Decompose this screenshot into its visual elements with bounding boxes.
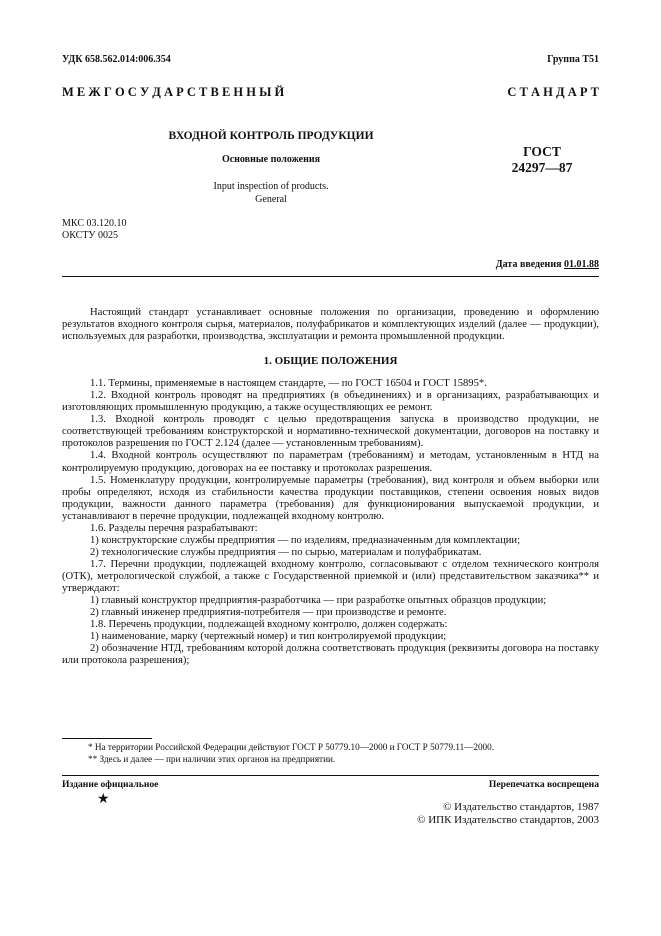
clause-1-8: 1.8. Перечень продукции, подлежащей входному контролю, должен содержать: bbox=[90, 619, 448, 631]
clause-1-5: 1.5. Номенклатуру продукции, контролируемые параметры (требования), вид контроля и объем выборки или пробы определяют, исходя из стабильности качества продукции поставщиков, степени освоения новых видов продукции, важности данного параметра (требования) для функционирования выпускаемой продукции, и устанавливают в перечне продукции, подлежащей входному контролю. bbox=[62, 474, 599, 522]
divider-line bbox=[62, 276, 599, 277]
clause-1-7-item-1: 1) главный конструктор предприятия-разработчика — при разработке опытных образцов продукции; bbox=[90, 595, 547, 607]
footer-divider bbox=[62, 775, 599, 776]
clause-1-7-item-2: 2) главный инженер предприятия-потребителя — при производстве и ремонте. bbox=[90, 607, 447, 619]
gost-number: 24297—87 bbox=[511, 160, 573, 175]
introduction-date bbox=[496, 259, 599, 270]
clause-1-8-item-1: 1) наименование, марку (чертежный номер) и тип контролируемой продукции; bbox=[90, 631, 447, 643]
standard-banner bbox=[62, 85, 599, 100]
gost-label: ГОСТ bbox=[523, 144, 561, 159]
clause-1-6-item-2: 2) технологические службы предприятия — по сырью, материалам и полуфабрикатам. bbox=[90, 546, 482, 558]
copyright-block bbox=[417, 801, 599, 827]
clause-1-8-item-2: 2) обозначение НТД, требованиям которой должна соответствовать продукция (реквизиты договора на поставку или протокола разрешения); bbox=[62, 643, 599, 667]
clause-1-7: 1.7. Перечни продукции, подлежащей входному контролю, согласовывают с отделом технического контроля (ОТК), метрологической службой, а также с Государственной приемкой и (или) представительством заказчика** и утверждают: bbox=[62, 558, 599, 594]
copyright-line-1: © Издательство стандартов, 1987 bbox=[443, 801, 599, 813]
document-body bbox=[62, 307, 599, 667]
clause-1-4: 1.4. Входной контроль осуществляют по параметрам (требованиям) и методам, установленным в НТД на контролируемую продукцию, договорах на ее поставку и протоколах разрешения. bbox=[62, 450, 599, 474]
date-value: 01.01.88 bbox=[564, 259, 599, 270]
clause-1-2: 1.2. Входной контроль проводят на предприятиях (в объединениях) и в организациях, разрабатывающих и изготовляющих промышленную продукцию, а также осуществляющих ее ремонт. bbox=[62, 390, 599, 414]
classification-codes bbox=[62, 218, 126, 242]
udk-code: УДК 658.562.014:006.354 bbox=[62, 54, 171, 65]
english-title-line2: General bbox=[255, 194, 287, 205]
clause-1-3: 1.3. Входной контроль проводят с целью предотвращения запуска в производство продукции, не соответствующей требованиям конструкторской и нормативно-технической документации, договоров на поставку и протоколов разрешения по ГОСТ 2.124 (далее — установленным требованиям). bbox=[62, 414, 599, 450]
group-code: Группа Т51 bbox=[547, 54, 599, 65]
gost-designation bbox=[483, 144, 601, 176]
clause-1-6-item-1: 1) конструкторские службы предприятия — по изделиям, предназначенным для комплектации; bbox=[90, 534, 521, 546]
clause-1-6: 1.6. Разделы перечня разрабатывают: bbox=[90, 522, 258, 534]
official-edition-label: Издание официальное bbox=[62, 779, 159, 790]
footnote-1: * На территории Российской Федерации действуют ГОСТ Р 50779.10—2000 и ГОСТ Р 50779.11—2000. bbox=[88, 742, 495, 752]
english-title-line1: Input inspection of products. bbox=[213, 181, 329, 192]
document-title: ВХОДНОЙ КОНТРОЛЬ ПРОДУКЦИИ bbox=[168, 130, 374, 142]
intro-paragraph: Настоящий стандарт устанавливает основные положения по организации, проведению и оформлению результатов входного контроля сырья, материалов, полуфабрикатов и комплектующих изделий (далее — продукции), используемых для разработки, производства, эксплуатации и ремонта промышленной продукции. bbox=[62, 307, 599, 343]
footnote-2: ** Здесь и далее — при наличии этих органов на предприятии. bbox=[88, 754, 336, 764]
section-heading: 1. ОБЩИЕ ПОЛОЖЕНИЯ bbox=[263, 355, 398, 368]
copyright-line-2: © ИПК Издательство стандартов, 2003 bbox=[417, 814, 599, 826]
footnotes bbox=[62, 741, 599, 765]
reprint-prohibited-label: Перепечатка воспрещена bbox=[488, 779, 599, 790]
english-title bbox=[62, 180, 480, 206]
banner-word-standard: С Т А Н Д А Р Т bbox=[507, 85, 599, 99]
star-icon: ★ bbox=[97, 792, 110, 807]
clause-1-1: 1.1. Термины, применяемые в настоящем стандарте, — по ГОСТ 16504 и ГОСТ 15895*. bbox=[90, 378, 487, 390]
banner-word-interstate: М Е Ж Г О С У Д А Р С Т В Е Н Н Ы Й bbox=[62, 85, 285, 99]
footnote-separator bbox=[62, 738, 152, 739]
date-label: Дата введения bbox=[495, 259, 562, 270]
document-subtitle: Основные положения bbox=[221, 154, 321, 165]
okstu-code: ОКСТУ 0025 bbox=[62, 230, 119, 241]
mks-code: МКС 03.120.10 bbox=[62, 218, 127, 229]
